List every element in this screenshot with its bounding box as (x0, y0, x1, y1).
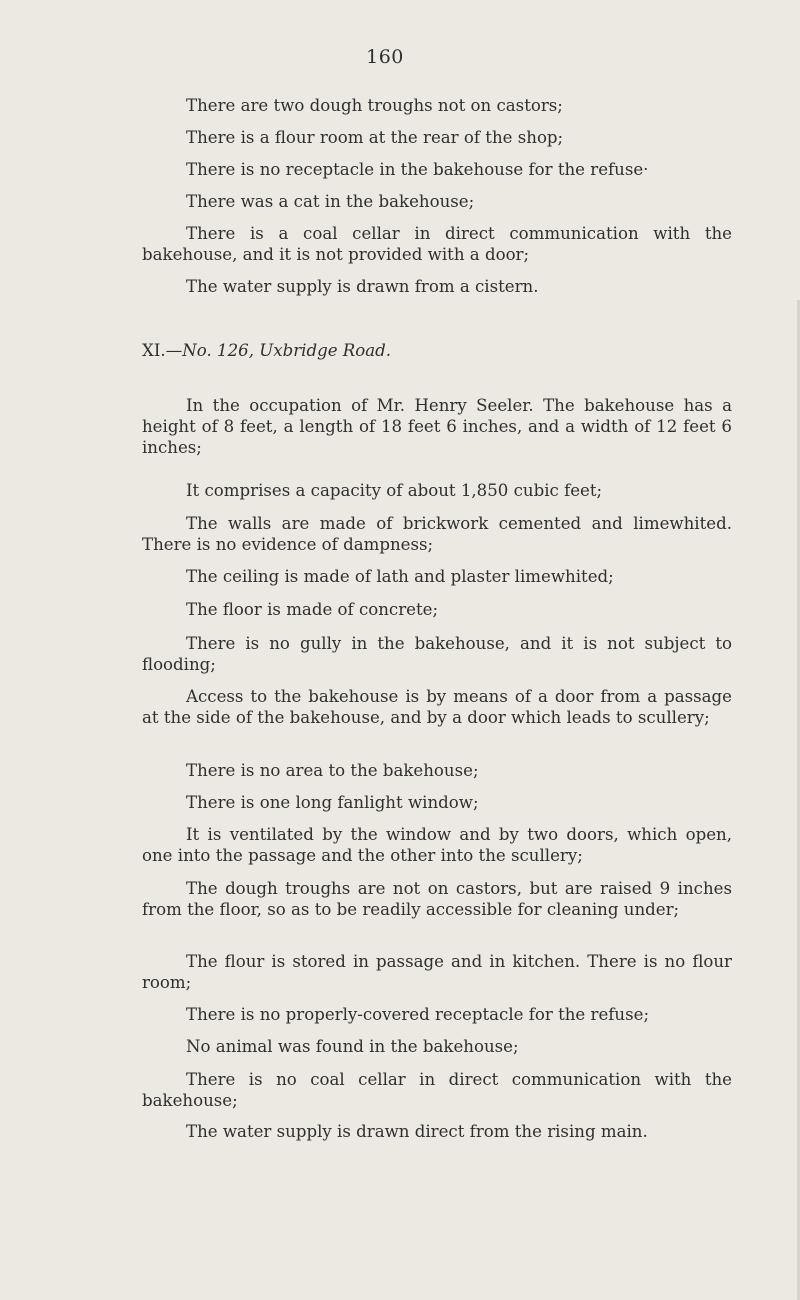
section-heading (142, 340, 732, 361)
paragraph: There are two dough troughs not on castors; (186, 96, 563, 115)
paragraph: There is no properly-covered receptacle for the refuse; (186, 1005, 650, 1024)
paragraph: In the occupation of Mr. Henry Seeler. The bakehouse has a height of 8 feet, a length of 18 feet 6 inches, and a width of 12 feet 6 inches; (142, 396, 732, 457)
section-address: No. 126, Uxbridge Road. (182, 341, 392, 360)
paragraph: There is one long fanlight window; (186, 793, 479, 812)
paragraph: The water supply is drawn from a cistern. (186, 277, 539, 296)
paragraph: The floor is made of concrete; (186, 600, 439, 619)
paragraph: The dough troughs are not on castors, but are raised 9 inches from the floor, so as to be readily accessible for cleaning under; (142, 879, 732, 919)
paragraph: There was a cat in the bakehouse; (186, 192, 475, 211)
paragraph: There is a coal cellar in direct communication with the bakehouse, and it is not provided with a door; (142, 224, 732, 264)
paragraph: No animal was found in the bakehouse; (186, 1037, 519, 1056)
paragraph: There is a flour room at the rear of the shop; (186, 128, 564, 147)
paragraph: There is no area to the bakehouse; (186, 761, 479, 780)
section-number: XI.— (142, 341, 183, 360)
paragraph: Access to the bakehouse is by means of a door from a passage at the side of the bakehouse, and by a door which leads to scullery; (142, 687, 732, 727)
paragraph: The ceiling is made of lath and plaster limewhited; (186, 567, 614, 586)
paragraph: It comprises a capacity of about 1,850 cubic feet; (186, 481, 603, 500)
paragraph: There is no receptacle in the bakehouse for the refuse· (186, 160, 649, 179)
paragraph: The walls are made of brickwork cemented and limewhited. There is no evidence of dampness; (142, 514, 732, 554)
page-number: 160 (366, 46, 404, 68)
paragraph: There is no gully in the bakehouse, and it is not subject to flooding; (142, 634, 732, 674)
paragraph: There is no coal cellar in direct communication with the bakehouse; (142, 1070, 732, 1110)
paragraph: It is ventilated by the window and by two doors, which open, one into the passage and the other into the scullery; (142, 825, 732, 865)
paragraph: The flour is stored in passage and in kitchen. There is no flour room; (142, 952, 732, 992)
paragraph: The water supply is drawn direct from the rising main. (186, 1122, 648, 1141)
